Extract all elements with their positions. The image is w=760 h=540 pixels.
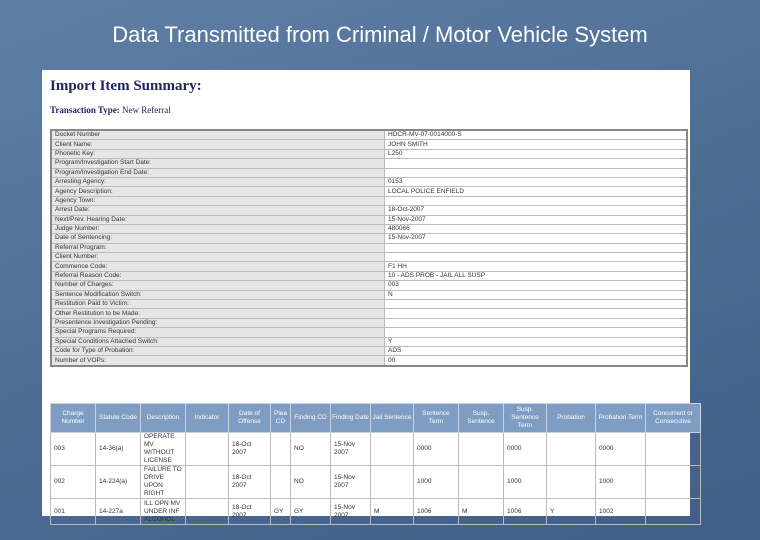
summary-field-row [51, 328, 687, 337]
column-header: Sentence Term [414, 404, 459, 433]
field-label: Commence Code: [51, 262, 385, 271]
charge-cell: 0000 [504, 433, 547, 466]
field-value: ADS [385, 346, 688, 355]
charge-cell: 1000 [414, 466, 459, 499]
column-header: Plea CD [271, 404, 291, 433]
field-label: Next/Prev. Hearing Date: [51, 215, 385, 224]
column-header: Date of Offense [229, 404, 271, 433]
charge-cell [186, 499, 229, 525]
charge-cell: 18-Oct 2007 [229, 433, 271, 466]
field-label: Docket Number [51, 130, 385, 140]
charge-cell: 1006 [414, 499, 459, 525]
field-label: Date of Sentencing: [51, 234, 385, 243]
charge-cell [547, 466, 596, 499]
field-value: Y [385, 337, 688, 346]
charge-cell: 002 [51, 466, 96, 499]
field-label: Arresting Agency: [51, 177, 385, 186]
column-header: Description [141, 404, 186, 433]
column-header: Charge Number [51, 404, 96, 433]
charge-cell: GY [291, 499, 331, 525]
column-header: Finding Date [331, 404, 371, 433]
summary-heading: Import Item Summary: [50, 78, 202, 94]
column-header: Jail Sentence [371, 404, 414, 433]
field-value: 10 - ADS PROB - JAIL ALL SUSP [385, 271, 688, 280]
charge-cell [271, 466, 291, 499]
charge-cell: 15-Nov 2007 [331, 466, 371, 499]
charge-cell: GY [271, 499, 291, 525]
charge-cell [459, 466, 504, 499]
field-label: Agency Town: [51, 196, 385, 205]
charge-cell: 0000 [596, 433, 646, 466]
field-label: Arrest Date: [51, 206, 385, 215]
summary-field-row [51, 130, 687, 140]
summary-field-row [51, 140, 687, 149]
field-value [385, 309, 688, 318]
field-value: L250 [385, 149, 688, 158]
summary-field-row [51, 177, 687, 186]
field-value: N [385, 290, 688, 299]
field-value [385, 328, 688, 337]
column-header: Probation [547, 404, 596, 433]
charge-cell: 1000 [596, 466, 646, 499]
summary-field-row [51, 290, 687, 299]
summary-field-row [51, 149, 687, 158]
field-label: Referral Program: [51, 243, 385, 252]
field-value: JOHN SMITH [385, 140, 688, 149]
column-header: Concurrent or Consecutive [646, 404, 701, 433]
field-value [385, 196, 688, 205]
charge-cell [371, 433, 414, 466]
field-label: Judge Number: [51, 224, 385, 233]
field-label: Other Restitution to be Made: [51, 309, 385, 318]
field-value: F1 HH [385, 262, 688, 271]
charge-cell [459, 433, 504, 466]
summary-field-row [51, 196, 687, 205]
field-label: Program/Investigation Start Date: [51, 159, 385, 168]
charges-table [50, 403, 701, 525]
field-value: 18-Oct-2007 [385, 206, 688, 215]
summary-field-row [51, 215, 687, 224]
summary-field-row [51, 187, 687, 196]
summary-field-row [51, 309, 687, 318]
field-value: HDCR-MV-07-0014000-S [385, 130, 688, 140]
field-label: Code for Type of Probation: [51, 346, 385, 355]
field-label: Sentence Modification Switch: [51, 290, 385, 299]
charge-cell: 14-227a [96, 499, 141, 525]
summary-field-row [51, 318, 687, 327]
summary-field-row [51, 159, 687, 168]
charge-cell: ILL OPN MV UNDER INF ALCOHOL [141, 499, 186, 525]
field-value [385, 168, 688, 177]
summary-field-row [51, 234, 687, 243]
charge-cell [547, 433, 596, 466]
summary-field-row [51, 206, 687, 215]
field-value [385, 243, 688, 252]
transaction-type-value: New Referral [122, 105, 171, 115]
field-value [385, 159, 688, 168]
charge-cell [186, 466, 229, 499]
column-header: Susp. Sentence [459, 404, 504, 433]
charge-cell: 18-Oct 2007 [229, 466, 271, 499]
charge-cell: M [371, 499, 414, 525]
charge-row [51, 499, 701, 525]
charge-cell: 1006 [504, 499, 547, 525]
charge-cell: 0000 [414, 433, 459, 466]
field-label: Program/Investigation End Date: [51, 168, 385, 177]
charge-cell: 14-36(a) [96, 433, 141, 466]
column-header: Finding CD [291, 404, 331, 433]
charge-row [51, 433, 701, 466]
column-header: Probation Term [596, 404, 646, 433]
field-value: 15-Nov-2007 [385, 234, 688, 243]
charge-cell: 003 [51, 433, 96, 466]
charge-cell [646, 466, 701, 499]
summary-field-row [51, 300, 687, 309]
charge-cell: 18-Oct 2007 [229, 499, 271, 525]
summary-field-row [51, 224, 687, 233]
charge-cell [186, 433, 229, 466]
field-value [385, 300, 688, 309]
charge-cell: NO [291, 466, 331, 499]
summary-field-row [51, 262, 687, 271]
field-value: 480066 [385, 224, 688, 233]
charge-cell: 001 [51, 499, 96, 525]
field-value [385, 253, 688, 262]
field-value: 15-Nov-2007 [385, 215, 688, 224]
charge-cell: 14-224(a) [96, 466, 141, 499]
summary-field-row [51, 337, 687, 346]
column-header: Statute Code [96, 404, 141, 433]
charge-cell: 1000 [504, 466, 547, 499]
charge-cell: 1002 [596, 499, 646, 525]
charge-cell: 15-Nov 2007 [331, 499, 371, 525]
column-header: Susp. Sentence Term [504, 404, 547, 433]
field-label: Referral Reason Code: [51, 271, 385, 280]
charge-cell: NO [291, 433, 331, 466]
summary-fields-table [50, 129, 688, 367]
charge-row [51, 466, 701, 499]
field-value: 003 [385, 281, 688, 290]
charge-cell: Y [547, 499, 596, 525]
transaction-type-label: Transaction Type: [50, 105, 120, 115]
field-label: Client Number: [51, 253, 385, 262]
field-value: 0153 [385, 177, 688, 186]
field-value [385, 318, 688, 327]
field-label: Restitution Paid to Victim: [51, 300, 385, 309]
summary-field-row [51, 281, 687, 290]
transaction-type [50, 105, 171, 115]
field-label: Agency Description: [51, 187, 385, 196]
summary-field-row [51, 356, 687, 366]
column-header: Indicator [186, 404, 229, 433]
field-label: Phonetic Key: [51, 149, 385, 158]
charge-cell [646, 499, 701, 525]
charge-cell [646, 433, 701, 466]
field-label: Client Name: [51, 140, 385, 149]
charge-cell [271, 433, 291, 466]
field-label: Number of Charges: [51, 281, 385, 290]
charge-cell: FAILURE TO DRIVE UPON RIGHT [141, 466, 186, 499]
charge-cell: M [459, 499, 504, 525]
summary-field-row [51, 243, 687, 252]
charge-cell [371, 466, 414, 499]
charge-cell: OPERATE MV WITHOUT LICENSE [141, 433, 186, 466]
import-summary-panel [42, 70, 693, 523]
summary-field-row [51, 168, 687, 177]
field-label: Presentence Investigation Pending: [51, 318, 385, 327]
summary-field-row [51, 271, 687, 280]
charge-cell: 15-Nov 2007 [331, 433, 371, 466]
slide-title: Data Transmitted from Criminal / Motor Vehicle System [112, 22, 648, 47]
field-label: Number of VOPs: [51, 356, 385, 366]
field-value: LOCAL POLICE ENFIELD [385, 187, 688, 196]
field-value: 00 [385, 356, 688, 366]
summary-field-row [51, 346, 687, 355]
summary-field-row [51, 253, 687, 262]
field-label: Special Conditions Attached Switch: [51, 337, 385, 346]
field-label: Special Programs Required: [51, 328, 385, 337]
